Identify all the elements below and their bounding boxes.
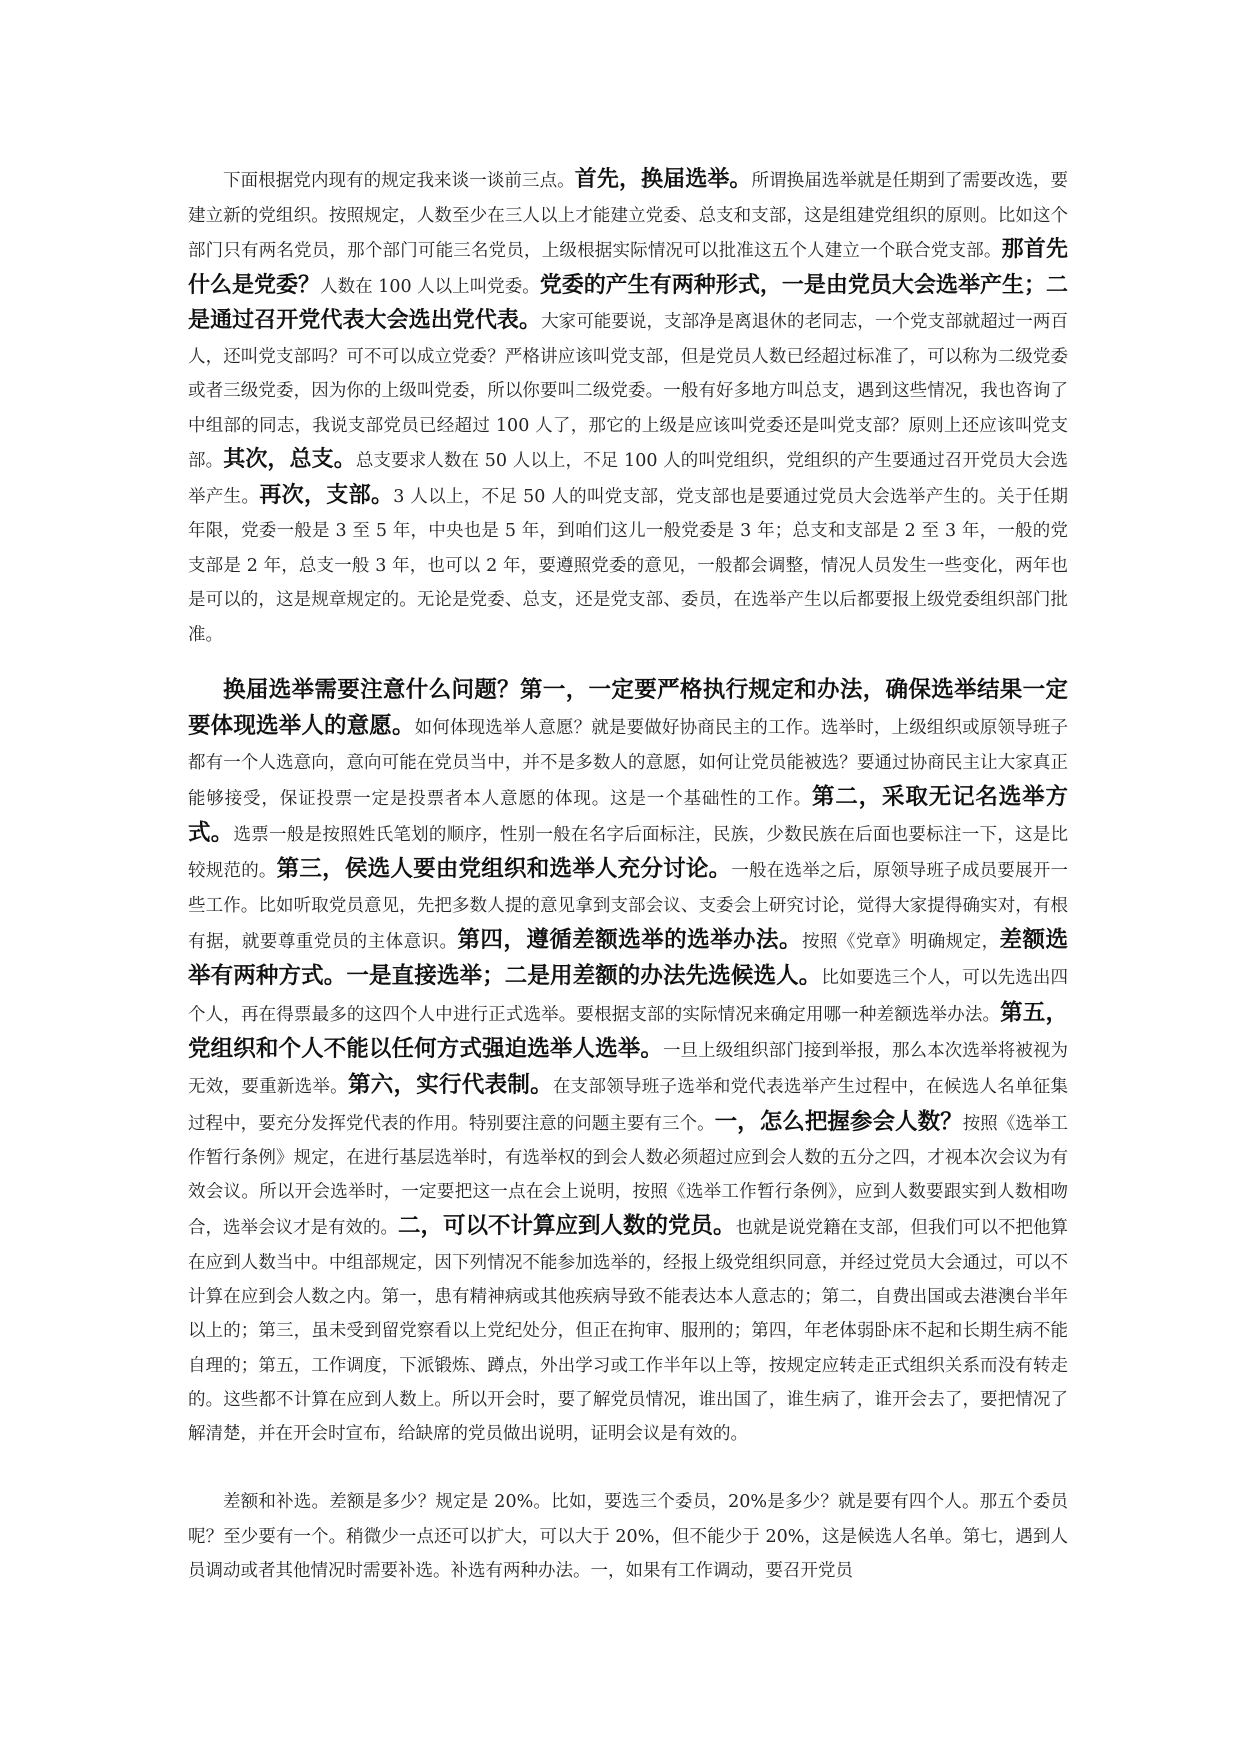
bold-heading-run: 差额选举有两种方式。一是直接选举；二是用差额的办法先选候选人。 (188, 927, 1068, 990)
text-run: 3 人以上，不足 50 人的叫党支部，党支部也是要通过党员大会选举产生的。关于任期年限，党委一般是 3 至 5 年，中央也是 5 年，到咱们这儿一般党委是 3 年；总支和支部是 2 至 3 年，一般的党支部是 2 年，总支一般 3 年，也可以 2 年，要遵照党委的意见，一般都会调整，情况人员发生一些变化，两年也是可以的，这是规章规定的。无论是党委、总支，还是党支部、委员，在选举产生以后都要报上级党委组织部门批准。 (188, 486, 1068, 645)
paragraph-3-text (188, 1485, 1068, 1589)
paragraph-1-text (188, 163, 1068, 652)
paragraph-3 (188, 1485, 1068, 1589)
text-run: 选票一般是按照姓氏笔划的顺序，性别一般在名字后面标注，民族，少数民族在后面也要标注一下，这是比较规范的。 (188, 825, 1068, 882)
paragraph-2-text (188, 673, 1068, 1452)
bold-heading-run: 其次，总支。 (223, 447, 356, 472)
text-run: 按照《党章》明确规定， (801, 932, 1000, 953)
text-run: 也就是说党籍在支部，但我们可以不把他算在应到人数当中。中组部规定，因下列情况不能参加选举的，经报上级党组织同意，并经过党员大会通过，可以不计算在应到会人数之内。第一，患有精神病或其他疾病导致不能表达本人意志的；第二，自费出国或去港澳台半年以上的；第三，虽未受到留党察看以上党纪处分，但正在拘审、服刑的；第四，年老体弱卧床不起和长期生病不能自理的；第五，工作调度，下派锻炼、蹲点，外出学习或工作半年以上等，按规定应转走正式组织关系而没有转走的。这些都不计算在应到人数上。所以开会时，要了解党员情况，谁出国了，谁生病了，谁开会去了，要把情况了解清楚，并在开会时宣布，给缺席的党员做出说明，证明会议是有效的。 (188, 1218, 1069, 1445)
text-run: 人数在 100 人以上叫党委。 (320, 276, 540, 297)
bold-heading-run: 二，可以不计算应到人数的党员。 (398, 1213, 736, 1240)
text-run: 如何体现选举人意愿？就是要做好协商民主的工作。选举时，上级组织或原领导班子都有一个人选意向，意向可能在党员当中，并不是多数人的意愿，如何让党员能被选？要通过协商民主让大家真正能够接受，保证投票一定是投票者本人意愿的体现。这是一个基础性的工作。 (188, 718, 1068, 809)
paragraph-1 (188, 163, 1068, 652)
bold-heading-run: 党委的产生有两种形式，一是由党员大会选举产生；二是通过召开党代表大会选出党代表。 (188, 272, 1068, 333)
text-run: 按照《选举工作暂行条例》规定，在进行基层选举时，有选举权的到会人数必须超过应到会人数的五分之四，才视本次会议为有效会议。所以开会选举时，一定要把这一点在会上说明，按照《选举工作暂行条例》，应到人数要跟实到人数相吻合，选举会议才是有效的。 (188, 1113, 1069, 1239)
bold-heading-run: 第五，党组织和个人不能以任何方式强迫选举人选举。 (188, 999, 1068, 1062)
paragraph-2 (188, 673, 1068, 1452)
text-run: 一般在选举之后，原领导班子成员要展开一些工作。比如听取党员意见，先把多数人提的意见拿到支部会议、支委会上研究讨论，觉得大家提得确实对，有根有据，就要尊重党员的主体意识。 (188, 861, 1069, 953)
text-run: 差额和补选。差额是多少？规定是 20%。比如，要选三个委员，20%是多少？就是要有四个人。那五个委员呢？至少要有一个。稍微少一点还可以扩大，可以大于 20%，但不能少于 20%，这是候选人名单。第七，遇到人员调动或者其他情况时需要补选。补选有两种办法。一，如果有工作调动，要召开党员 (188, 1492, 1068, 1581)
bold-heading-run: 第四，遵循差额选举的选举办法。 (457, 927, 802, 954)
bold-heading-run: 换届选举需要注意什么问题？第一，一定要严格执行规定和办法，确保选举结果一定要体现选举人的意愿。 (188, 677, 1068, 740)
text-run: 总支要求人数在 50 人以上，不足 100 人的叫党组织，党组织的产生要通过召开党员大会选举产生。 (188, 451, 1068, 507)
bold-heading-run: 首先，换届选举。 (574, 167, 752, 192)
bold-heading-run: 再次，支部。 (259, 482, 394, 508)
bold-heading-run: 一，怎么把握参会人数？ (714, 1108, 963, 1135)
text-run: 比如要选三个人，可以先选出四个人，再在得票最多的这四个人中进行正式选举。要根据支部的实际情况来确定用哪一种差额选举办法。 (188, 968, 1068, 1025)
bold-heading-run: 第六，实行代表制。 (347, 1072, 553, 1099)
bold-heading-run: 第三，侯选人要由党组织和选举人充分讨论。 (276, 856, 732, 883)
text-run: 大家可能要说，支部净是离退休的老同志，一个党支部就超过一两百人，还叫党支部吗？可不可以成立党委？严格讲应该叫党支部，但是党员人数已经超过标准了，可以称为二级党委或者三级党委，因为你的上级叫党委，所以你要叫二级党委。一般有好多地方叫总支，遇到这些情况，我也咨询了中组部的同志，我说支部党员已经超过 100 人了，那它的上级是应该叫党委还是叫党支部？原则上还应该叫党支部。 (188, 312, 1068, 471)
text-run: 所谓换届选举就是任期到了需要改选，要建立新的党组织。按照规定，人数至少在三人以上才能建立党委、总支和支部，这是组建党组织的原则。比如这个部门只有两名党员，那个部门可能三名党员，上级根据实际情况可以批准这五个人建立一个联合党支部。 (188, 171, 1069, 261)
text-run: 下面根据党内现有的规定我来谈一谈前三点。 (223, 171, 575, 191)
text-run: 一旦上级组织部门接到举报，那么本次选举将被视为无效，要重新选举。 (188, 1040, 1068, 1098)
text-run: 在支部领导班子选举和党代表选举产生过程中，在候选人名单征集过程中，要充分发挥党代表的作用。特别要注意的问题主要有三个。 (188, 1077, 1069, 1134)
bold-heading-run: 那首先什么是党委？ (188, 237, 1068, 298)
bold-heading-run: 第二，采取无记名选举方式。 (188, 783, 1068, 847)
